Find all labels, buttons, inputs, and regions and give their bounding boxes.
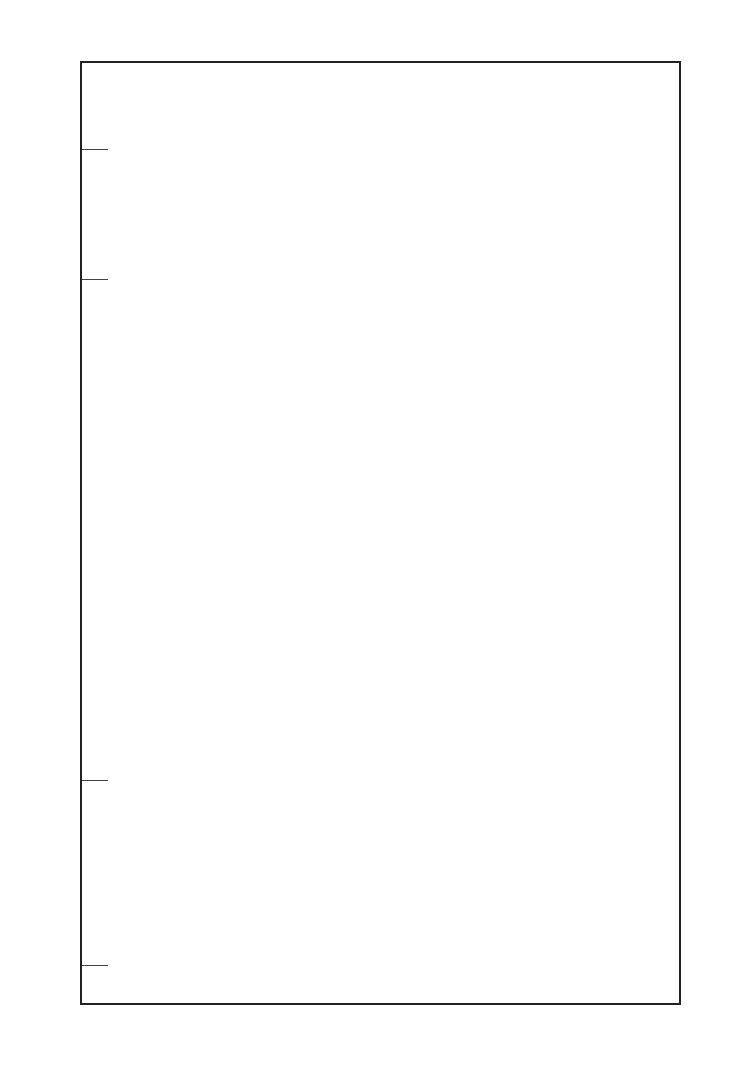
column-header-code xyxy=(82,781,108,966)
column-header-title xyxy=(82,280,108,781)
table-header-row xyxy=(82,63,108,1003)
rotated-table-body xyxy=(82,63,679,1003)
column-header-registration xyxy=(82,150,108,280)
column-header-seq xyxy=(82,966,108,1003)
column-header-date xyxy=(82,63,108,150)
document-table xyxy=(80,61,681,1005)
